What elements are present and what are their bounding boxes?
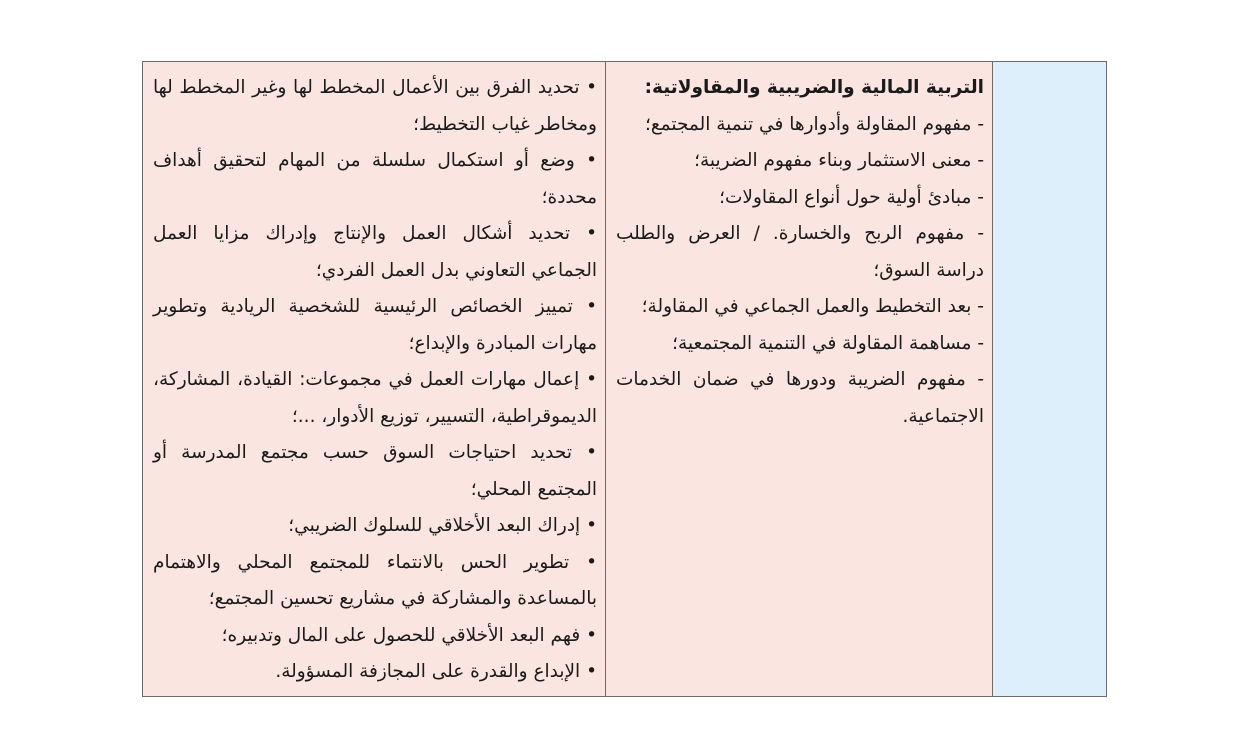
topics-cell xyxy=(605,62,992,696)
objective-item: • تحديد الفرق بين الأعمال المخطط لها وغير المخطط لها ومخاطر غياب التخطيط؛ xyxy=(153,77,597,135)
topic-item: - مفهوم الضريبة ودورها في ضمان الخدمات الاجتماعية. xyxy=(616,369,984,427)
objective-item: • تطوير الحس بالانتماء للمجتمع المحلي والاهتمام بالمساعدة والمشاركة في مشاريع تحسين المجتمع؛ xyxy=(153,551,597,609)
topic-item: - بعد التخطيط والعمل الجماعي في المقاولة؛ xyxy=(641,296,984,317)
objective-item: • تحديد أشكال العمل والإنتاج وإدراك مزايا العمل الجماعي التعاوني بدل العمل الفردي؛ xyxy=(153,223,597,281)
objective-item: • تمييز الخصائص الرئيسية للشخصية الريادية وتطوير مهارات المبادرة والإبداع؛ xyxy=(153,296,597,354)
topic-item: - مبادئ أولية حول أنواع المقاولات؛ xyxy=(719,186,984,208)
objective-item: • الإبداع والقدرة على المجازفة المسؤولة. xyxy=(275,661,597,682)
objective-item: • تحديد احتياجات السوق حسب مجتمع المدرسة أو المجتمع المحلي؛ xyxy=(153,442,597,500)
topic-item: - مفهوم المقاولة وأدوارها في تنمية المجتمع؛ xyxy=(644,113,984,135)
objectives-cell xyxy=(143,62,605,696)
objective-item: • إدراك البعد الأخلاقي للسلوك الضريبي؛ xyxy=(288,515,597,536)
curriculum-table xyxy=(142,61,1107,697)
blue-cell xyxy=(992,62,1106,696)
objective-item: • وضع أو استكمال سلسلة من المهام لتحقيق أهداف محددة؛ xyxy=(153,150,597,208)
objective-item: • إعمال مهارات العمل في مجموعات: القيادة، المشاركة، الديموقراطية، التسيير، توزيع الأدوار، ...؛ xyxy=(153,369,597,427)
objective-item: • فهم البعد الأخلاقي للحصول على المال وتدبيره؛ xyxy=(221,624,597,646)
topic-item: - مساهمة المقاولة في التنمية المجتمعية؛ xyxy=(672,332,984,354)
topic-item: - مفهوم الربح والخسارة. / العرض والطلب دراسة السوق؛ xyxy=(616,223,984,281)
topic-item: - معنى الاستثمار وبناء مفهوم الضريبة؛ xyxy=(694,150,984,171)
topics-heading: التربية المالية والضريبية والمقاولاتية: xyxy=(644,77,984,98)
